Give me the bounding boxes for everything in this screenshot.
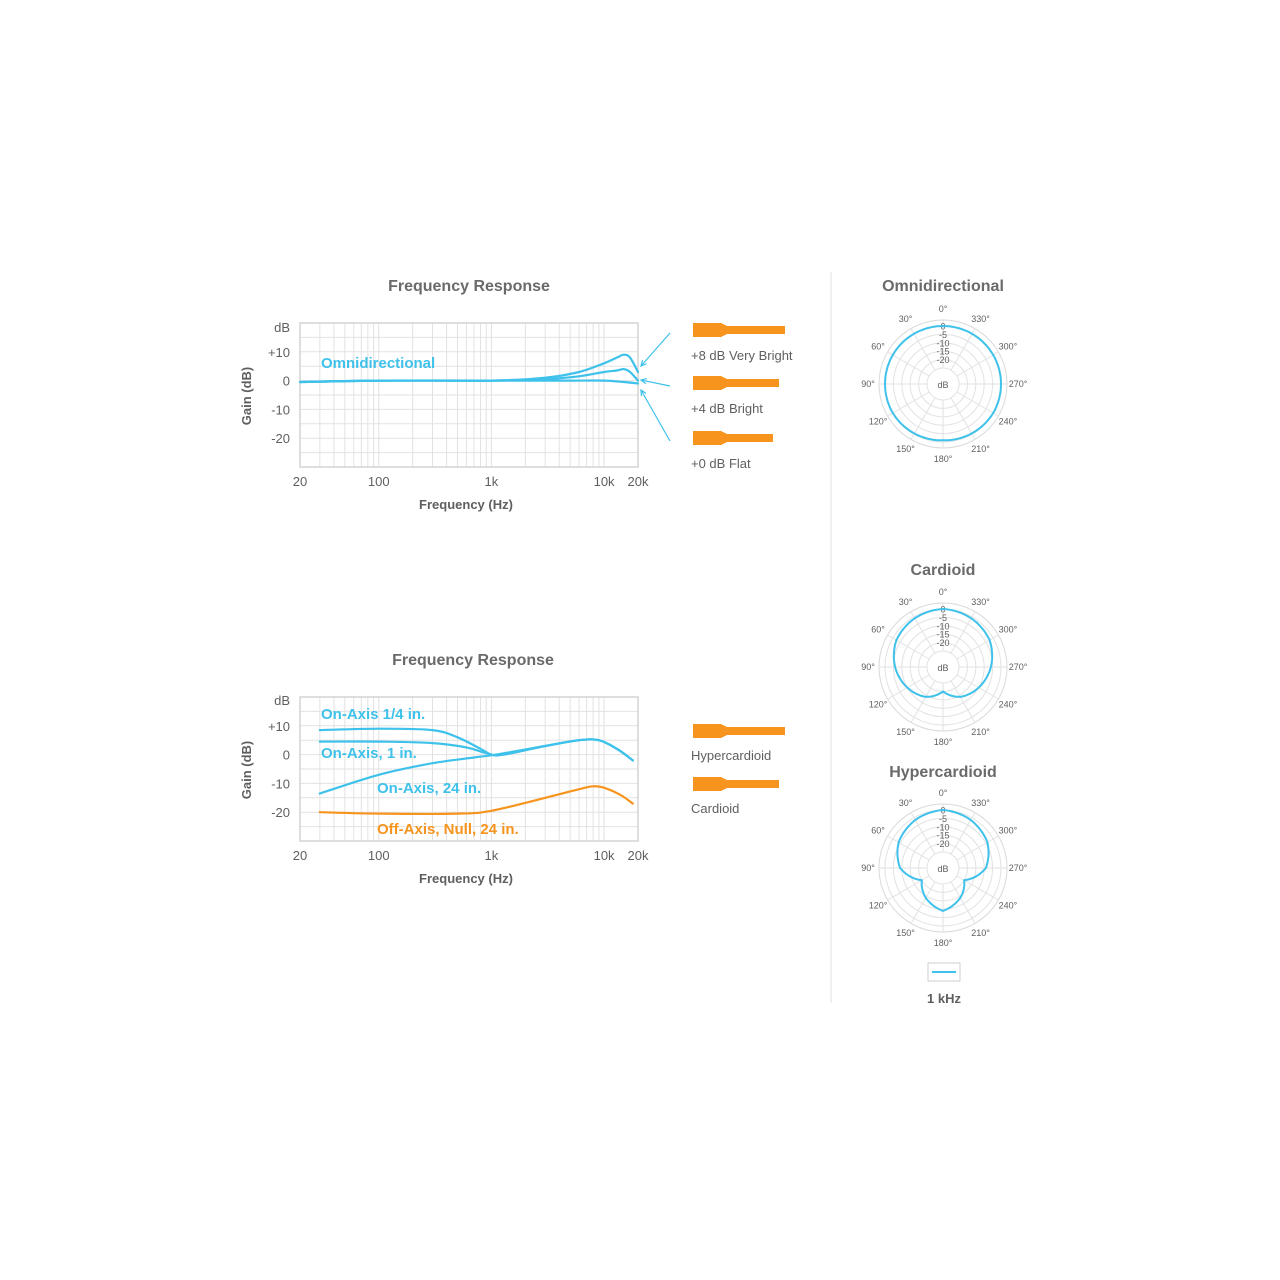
polar-spoke <box>951 681 975 723</box>
y-tick-label: +10 <box>267 718 290 734</box>
polar-r-tick: -5 <box>938 612 948 623</box>
polar-title: Omnidirectional <box>882 278 1004 295</box>
polar-r-tick: -10 <box>936 338 950 349</box>
series-annotation: Omnidirectional <box>321 355 436 372</box>
polar-angle-label: 300° <box>998 624 1018 635</box>
polar-unit: dB <box>937 663 949 673</box>
series-line <box>300 381 638 384</box>
polar-angle-label: 330° <box>971 798 990 809</box>
x-tick-label: 1k <box>484 474 499 489</box>
polar-spoke <box>957 836 999 860</box>
callout-line <box>641 333 670 366</box>
polar-r-tick: -10 <box>936 621 950 632</box>
polar-angle-label: 180° <box>933 938 953 948</box>
polar-angle-label: 180° <box>933 454 953 464</box>
polar-r-tick: -20 <box>936 638 950 649</box>
polar-unit: dB <box>937 864 949 874</box>
polar-spoke <box>911 681 935 723</box>
y-axis-label: Gain (dB) <box>239 366 254 426</box>
polar-angle-label: 270° <box>1008 662 1028 672</box>
chart-title: Frequency Response <box>388 278 550 295</box>
polar-angle-label: 240° <box>998 900 1018 911</box>
y-tick-label: -20 <box>271 805 290 821</box>
y-tick-label: +10 <box>267 344 290 360</box>
x-axis-label: Frequency (Hz) <box>419 497 513 512</box>
x-tick-label: 20 <box>292 474 308 489</box>
polar-spoke <box>951 813 975 855</box>
polar-spoke <box>957 392 999 416</box>
polar-angle-label: 0° <box>938 788 948 798</box>
polar-angle-label: 240° <box>998 416 1018 427</box>
polar-r-tick: -15 <box>936 346 950 357</box>
polar-spoke <box>888 352 930 376</box>
polar-r-tick: 0 <box>940 604 946 615</box>
y-tick-label: -10 <box>271 776 290 792</box>
polar-angle-label: 300° <box>998 341 1018 352</box>
polar-angle-label: 150° <box>896 443 915 454</box>
polar-spoke <box>888 836 930 860</box>
polar-r-tick: -10 <box>936 822 950 833</box>
polar-r-tick: -5 <box>938 329 948 340</box>
x-tick-label: 20k <box>627 848 649 863</box>
polar-angle-label: 300° <box>998 825 1018 836</box>
polar-title: Cardioid <box>910 562 976 579</box>
series-label: On-Axis, 1 in. <box>321 745 417 762</box>
y-tick-label: -10 <box>271 402 290 418</box>
polar-angle-label: 90° <box>861 379 875 389</box>
polar-angle-label: 210° <box>971 443 990 454</box>
polar-title: Hypercardioid <box>889 764 997 781</box>
polar-angle-label: 120° <box>868 699 888 710</box>
polar-r-tick: -5 <box>938 813 948 824</box>
polar-angle-label: 120° <box>868 416 888 427</box>
series-label: On-Axis, 24 in. <box>377 780 482 797</box>
x-axis-label: Frequency (Hz) <box>419 871 513 886</box>
polar-angle-label: 330° <box>971 597 990 608</box>
polar-angle-label: 270° <box>1008 863 1028 873</box>
mic-cap-icon <box>693 724 785 738</box>
polar-spoke <box>911 329 935 371</box>
polar-r-tick: -20 <box>936 355 950 366</box>
mic-cap-icon <box>693 777 779 791</box>
polar-angle-label: 60° <box>871 624 885 635</box>
y-unit-label: dB <box>274 693 290 708</box>
polar-angle-label: 0° <box>938 304 948 314</box>
polar-angle-label: 240° <box>998 699 1018 710</box>
mic-cap-label: +0 dB Flat <box>691 456 751 471</box>
polar-angle-label: 60° <box>871 341 885 352</box>
x-tick-label: 20k <box>627 474 649 489</box>
polar-unit: dB <box>937 380 949 390</box>
mic-cap-label: +4 dB Bright <box>691 401 763 416</box>
series-label: On-Axis 1/4 in. <box>321 706 426 723</box>
polar-angle-label: 180° <box>933 737 953 747</box>
polar-spoke <box>888 392 930 416</box>
y-tick-label: 0 <box>282 373 290 389</box>
polar-angle-label: 150° <box>896 726 915 737</box>
mic-cap-icon <box>693 323 785 337</box>
polar-r-tick: 0 <box>940 321 946 332</box>
y-tick-label: 0 <box>282 747 290 763</box>
y-tick-label: -20 <box>271 431 290 447</box>
y-axis-label: Gain (dB) <box>239 740 254 800</box>
y-unit-label: dB <box>274 320 290 335</box>
polar-r-tick: -15 <box>936 830 950 841</box>
polar-angle-label: 30° <box>898 314 913 325</box>
polar-angle-label: 210° <box>971 927 990 938</box>
x-tick-label: 20 <box>292 848 308 863</box>
legend-label: 1 kHz <box>927 991 961 1006</box>
series-label: Off-Axis, Null, 24 in. <box>377 821 519 838</box>
mic-cap-icon <box>693 431 773 445</box>
polar-r-tick: -15 <box>936 629 950 640</box>
x-tick-label: 10k <box>593 848 615 863</box>
polar-r-tick: -20 <box>936 839 950 850</box>
polar-angle-label: 0° <box>938 587 948 597</box>
mic-cap-label: Hypercardioid <box>691 748 772 763</box>
polar-r-tick: 0 <box>940 805 946 816</box>
polar-angle-label: 30° <box>898 597 913 608</box>
polar-angle-label: 210° <box>971 726 990 737</box>
polar-angle-label: 120° <box>868 900 888 911</box>
x-tick-label: 100 <box>367 474 390 489</box>
polar-angle-label: 90° <box>861 662 875 672</box>
polar-angle-label: 60° <box>871 825 885 836</box>
polar-angle-label: 150° <box>896 927 915 938</box>
polar-angle-label: 270° <box>1008 379 1028 389</box>
polar-spoke <box>957 352 999 376</box>
callout-line <box>641 390 670 441</box>
mic-cap-label: Cardioid <box>691 801 740 816</box>
x-tick-label: 1k <box>484 848 499 863</box>
x-tick-label: 10k <box>593 474 615 489</box>
chart-title: Frequency Response <box>392 652 554 669</box>
mic-cap-icon <box>693 376 779 390</box>
polar-spoke <box>951 329 975 371</box>
polar-angle-label: 30° <box>898 798 913 809</box>
polar-angle-label: 90° <box>861 863 875 873</box>
polar-spoke <box>911 813 935 855</box>
polar-angle-label: 330° <box>971 314 990 325</box>
mic-cap-label: +8 dB Very Bright <box>691 348 793 363</box>
x-tick-label: 100 <box>367 848 390 863</box>
